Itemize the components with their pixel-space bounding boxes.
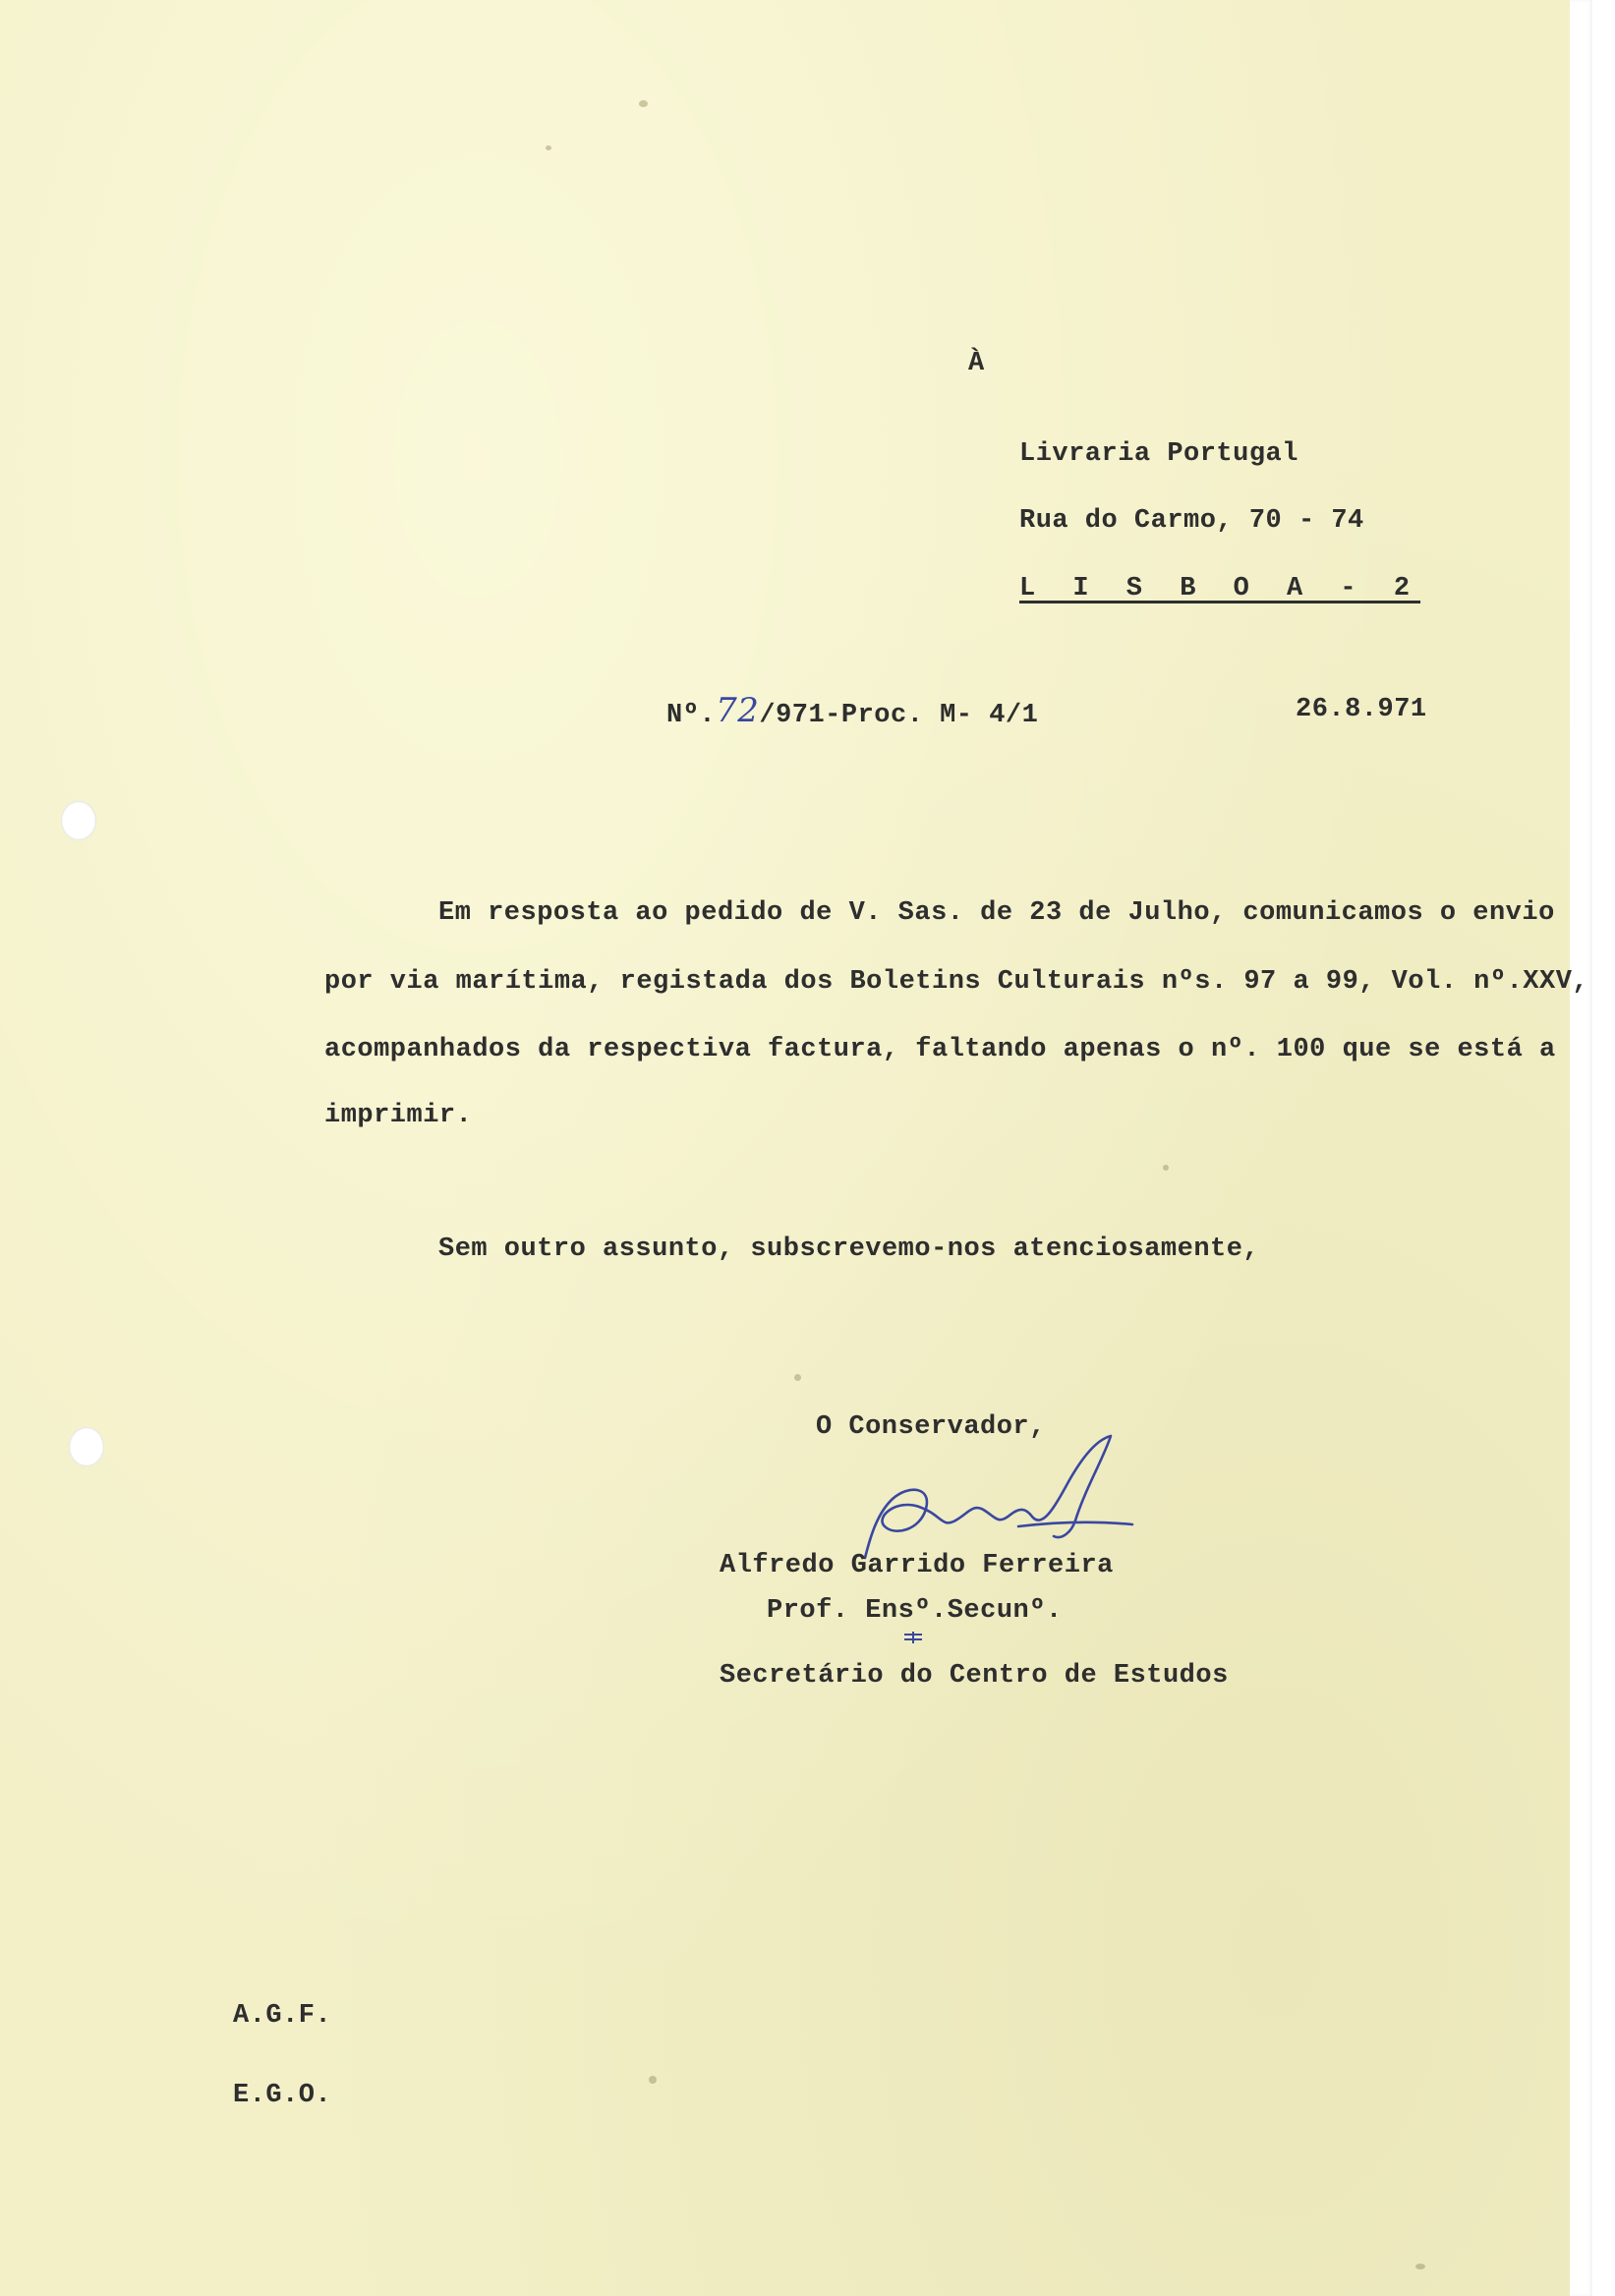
body-line: imprimir. bbox=[324, 1101, 473, 1130]
paper-speck bbox=[1415, 2264, 1425, 2269]
paper-speck bbox=[649, 2076, 657, 2084]
reference-suffix: /971-Proc. M- 4/1 bbox=[759, 701, 1039, 730]
punch-hole-top bbox=[61, 801, 96, 840]
scan-edge bbox=[1570, 0, 1592, 2296]
paper-speck bbox=[639, 100, 648, 107]
paper-speck bbox=[546, 145, 551, 150]
signatory-role: O Conservador, bbox=[816, 1412, 1046, 1442]
signatory-name: Alfredo Garrido Ferreira bbox=[720, 1551, 1114, 1580]
addressee-prefix: À bbox=[968, 349, 985, 378]
initials-bottom: E.G.O. bbox=[233, 2081, 332, 2110]
reference-number: 72 bbox=[716, 691, 760, 730]
body-line: acompanhados da respectiva factura, faltando apenas o nº. 100 que se está a bbox=[324, 1035, 1556, 1064]
reference-line bbox=[666, 691, 1038, 730]
punch-hole-bottom bbox=[69, 1427, 104, 1466]
body-line: Em resposta ao pedido de V. Sas. de 23 de Julho, comunicamos o envio bbox=[438, 898, 1555, 928]
reference-prefix: Nº. bbox=[666, 701, 717, 730]
closing-line: Sem outro assunto, subscrevemo-nos atenciosamente, bbox=[438, 1234, 1260, 1264]
recipient-street: Rua do Carmo, 70 - 74 bbox=[1019, 506, 1364, 536]
recipient-name: Livraria Portugal bbox=[1019, 439, 1298, 469]
pen-mark bbox=[902, 1627, 924, 1651]
signatory-title: Prof. Ensº.Secunº. bbox=[767, 1596, 1063, 1626]
paper-speck bbox=[794, 1374, 801, 1381]
paper-speck bbox=[1163, 1165, 1169, 1171]
signatory-position: Secretário do Centro de Estudos bbox=[720, 1661, 1229, 1691]
recipient-city: L I S B O A - 2 bbox=[1019, 574, 1421, 603]
initials-top: A.G.F. bbox=[233, 2001, 332, 2031]
body-line: por via marítima, registada dos Boletins Culturais nºs. 97 a 99, Vol. nº.XXV, bbox=[324, 967, 1589, 997]
letter-date: 26.8.971 bbox=[1296, 695, 1427, 724]
